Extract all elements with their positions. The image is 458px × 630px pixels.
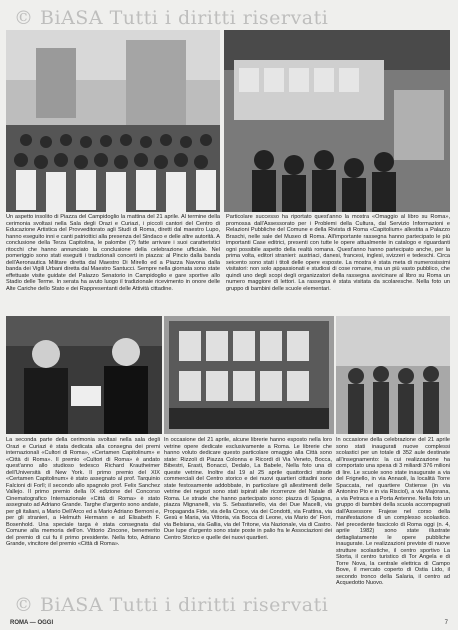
caption-book-exhibition: Particolare successo ha riportato quest'anno la mostra «Omaggio al libro su Roma», promossa dall'Assessorato per i Problemi della Cultura, dal Servizio Informazioni e Relazioni Pubbliche del Comune e della Rivista di Roma «Capitolium» allestita a Palazzo Braschi, nelle sale del Museo di Roma. All'importante rassegna hanno partecipato le più importanti Case editrici, presenti con tutte le opere attualmente in catalogo e riguardanti ogni possibile aspetto della realtà romana. Quest'anno hanno partecipato anche, per la prima volta, editori stranieri: austriaci, danesi, francesi, inglesi, svizzeri e tedeschi. Circa seicento sono stati i titoli delle opere esposte. La mostra è stata meta di numerosissimi visitatori: non solo appassionati e studiosi di cose romane, ma un più vasto pubblico, che quindi uno degli scopi degli organizzatori della rassegna avvicinare al libro su Roma un numero maggiore di lettori. La rassegna è stata visitata da scolaresche. Nella foto un gruppo di bambini delle scuole elementari.	[226, 214, 450, 292]
caption-award-ceremony: La seconda parte della cerimonia svoltasi nella sala degli Orazi e Curiazi è stata dedicata alla consegna dei premi internazionali «Cultori di Roma», «Certamen Capitolinum» e «Città di Roma». Il premio «Cultori di Roma» è andato quest'anno allo studioso tedesco Richard Krautheimer dell'Università di New York. Il primo premio del XIX «Certamen Capitolinum» è stato assegnato al prof. Tarquinio Falcioni di Forlì; il secondo allo spagnolo prof. Felix Sanchez Vallejo. Il primo premio della IX edizione del Concorso Cinematografico Internazionale «Città di Roma» è stato assegnato ad Adriano Grande. Targhe d'argento sono andate, per gli italiani, a Mario Dell'Arco ed a Mario Adriano Bernoni e, per gli stranieri, a Helmuth Hermann e ad Elisabeth F. Bosenhold. Una speciale targa è stata consegnata dal Comune alla memoria dell'on. Vittorio Zincone, benemerito del premio di cui fu il primo presidente. Nella foto, Adriano Grande, vincitore del premio «Città di Roma».	[6, 437, 160, 547]
photo-school-inauguration	[336, 316, 450, 434]
caption-school-inauguration: In occasione della celebrazione del 21 aprile sono stati inaugurati nuove complessi scolastici per un totale di 352 aule destinate all'insegnamento: la cui realizzazione ha comportato una spesa di 3 miliardi 376 milioni di lire. Le scuole sono state inaugurate a via del Frignello, in via Annaoli, la località Torre Spaccata, nel quartiere Ostiense (in via Antonino Pio e in via Risciol), a via Majorana, a via Petraca e a Porta Antenne. Nella foto un gruppo di bambini della scuola accompagnati dall'Assessore Frajese nel corso della manifestazione di un complesso scolastico. Nel precedente fascicolo di Roma oggi (n. 4, aprile 1982) sono state illustrate dettagliatamente le opere pubbliche inaugurate. Le realizzazioni previste di nuove strutture scolastiche, il centro sportivo La Storta, il centro turistico di Tor Angela e di Torre Nova, la centrale elettrica di Campo Bove, il mercato coperto di Ostia Lido, il secondo tronco della Salaria, il centro ad Acquedotto Nuovo.	[336, 437, 450, 586]
footer-magazine-name: ROMA — OGGI	[10, 620, 54, 626]
photo-campidoglio-children	[6, 30, 220, 212]
page-number: 7	[444, 620, 448, 626]
page-footer	[6, 620, 452, 629]
caption-campidoglio: Un aspetto insolito di Piazza del Campidoglio la mattina del 21 aprile. Al termine della cerimonia svoltasi nella Sala degli Orazi e Curiazi, i piccoli cantori del Centro di Educazione Artistica del Provveditorato agli Studi di Roma, diretti dal maestro Lupo, hanno eseguito inni e canti patriottici alla presenza del Sindaco e delle altre autorità. A conclusione della Terza Capitolina, le palombe (?) fatte arrivare i suoi caratteristici ritocchi che hanno annunciato la conclusione della celebrazione ufficiale. Nel pomeriggio sono stati eseguiti i tradizionali concerti in piazza: al Pincio dalla banda dell'Aeronautica Militare diretta dal Maestro Di Mirello ed a Piazza Navona dalla banda dei Vigili Urbani diretta dal Maestro Santucci. Sempre nella giornata sono state effettuate visite guidate del Palazzo Senatorio in Campidoglio e gare sportive allo Stadio delle Terme. In serata ha avuto luogo il tradizionale ricevimento in onore delle Alte Cariche dello Stato e dei Rappresentanti delle Attività cittadine.	[6, 214, 220, 292]
watermark-bottom: © BiASA Tutti i diritti riservati	[14, 594, 329, 616]
photo-bookshop-window	[164, 316, 334, 434]
photo-award-ceremony	[6, 316, 162, 434]
photo-book-exhibition	[224, 30, 450, 212]
watermark-top: © BiASA Tutti i diritti riservati	[14, 7, 329, 29]
caption-bookshop-window: In occasione del 21 aprile, alcune librerie hanno esposto nella loro vetrine opere dedicate esclusivamente a Roma. Le librerie che hanno voluto dedicare questo particolare omaggio alla Città sono state: Rizzoli di Piazza Colonna e Ricordi di Via Veneto, Bocca, Bibestri, Erasti, Bonacci, Dedalo, La Babele, Nella foto una di queste vetrine. Inoltre dal 19 al 25 aprile quattordici strade commerciali del Centro storico e dei nuovi quartieri cittadini sono state festosamente addobbate, in particolare gli allestimenti delle vetrine dei negozi sono stati ispirati alle ricorrenze del Natale di Roma. Le strade che hanno partecipato sono: piazza di Spagna, piazza Mignanelli, via S. Sebastianello, via dei Due Macelli, via Propaganda Fide, via della Croce, via dei Condotti, via Frattina, via Gesù e Maria, via Vittoria, via Bocca di Leone, via Mario de' Fiori, via Belsiana, via Gallia, via del Tritone, via Nazionale, via di Castro. Due lupe d'argento sono state poste in palio fra le Associazioni dei Centro Storico e quelle dei nuovi quartieri.	[164, 437, 332, 541]
